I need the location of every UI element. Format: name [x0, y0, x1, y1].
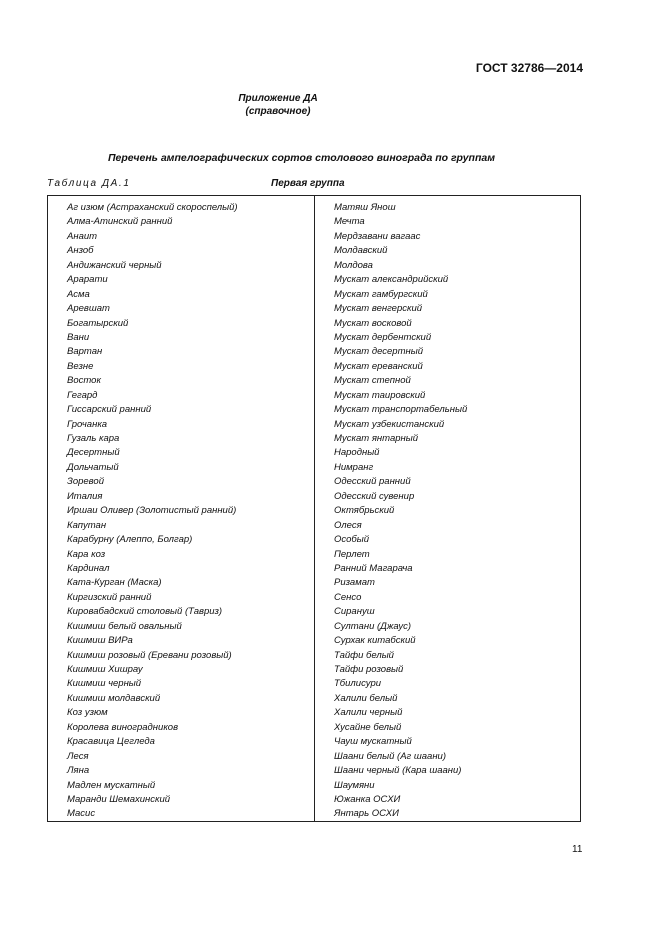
- variety-item: Шаани черный (Кара шаани): [334, 765, 462, 777]
- variety-item: Кишмиш Хишрау: [67, 664, 143, 675]
- variety-item: Алма-Атинский ранний: [67, 216, 173, 228]
- variety-item: Мускат транспортабельный: [334, 404, 468, 416]
- variety-item: Италия: [67, 490, 103, 502]
- variety-item: Южанка ОСХИ: [334, 793, 401, 805]
- variety-item: Мускат александрийский: [334, 274, 449, 286]
- variety-item: Мускат венгерский: [334, 303, 423, 315]
- variety-item: Ранний Магарача: [334, 562, 413, 574]
- variety-item: Арарати: [67, 274, 108, 286]
- table-caption: Таблица ДА.1: [47, 178, 131, 189]
- variety-item: Тайфи розовый: [334, 664, 404, 675]
- variety-item: Кара коз: [67, 548, 106, 560]
- variety-item: Олеся: [334, 519, 362, 531]
- variety-item: Кировабадский столовый (Тавриз): [67, 606, 223, 618]
- variety-item: Леся: [67, 750, 89, 762]
- variety-item: Чауш мускатный: [334, 736, 412, 748]
- variety-item: Кардинал: [67, 562, 110, 574]
- variety-item: Дольчатый: [67, 461, 119, 473]
- variety-item: Мускат узбекистанский: [334, 418, 445, 430]
- page-number: 11: [572, 844, 583, 855]
- variety-item: Анзоб: [67, 245, 94, 257]
- variety-item: Кишмиш черный: [67, 678, 142, 690]
- variety-item: Мускат гамбургский: [334, 288, 428, 300]
- variety-item: Одесский ранний: [334, 476, 411, 488]
- variety-item: Халили белый: [334, 692, 398, 704]
- variety-item: Нимранг: [334, 461, 374, 473]
- appendix-subtitle: (справочное): [245, 106, 311, 117]
- varieties-table: [47, 195, 581, 822]
- variety-item: Перлет: [334, 548, 370, 560]
- variety-item: Молдова: [334, 259, 373, 271]
- variety-item: Коз узюм: [67, 707, 108, 719]
- variety-item: Сенсо: [334, 591, 362, 603]
- group-title: Первая группа: [271, 178, 345, 189]
- variety-item: Ката-Курган (Маска): [67, 577, 162, 589]
- variety-item: Ляна: [67, 765, 90, 777]
- variety-item: Октябрьский: [334, 505, 395, 517]
- variety-item: Вани: [67, 331, 90, 343]
- column-divider: [314, 196, 315, 821]
- variety-item: Тайфи белый: [334, 649, 394, 661]
- document-code: ГОСТ 32786—2014: [475, 61, 583, 75]
- variety-item: Кишмиш белый овальный: [67, 620, 182, 632]
- variety-item: Янтарь ОСХИ: [334, 808, 399, 820]
- variety-item: Карабурну (Алеппо, Болгар): [67, 534, 193, 546]
- variety-item: Королева виноградников: [67, 721, 179, 733]
- variety-item: Мердзавани вагаас: [334, 230, 421, 242]
- variety-item: Иршаи Оливер (Золотистый ранний): [67, 505, 237, 517]
- variety-item: Кишмиш ВИРа: [67, 635, 133, 647]
- appendix-title: Приложение ДА: [238, 93, 318, 104]
- appendix-heading: [0, 92, 661, 118]
- variety-item: Сирануш: [334, 606, 375, 618]
- variety-item: Мускат дербентский: [334, 331, 432, 343]
- variety-item: Мускат восковой: [334, 317, 412, 329]
- variety-item: Капутан: [67, 519, 107, 531]
- variety-item: Мечта: [334, 216, 365, 228]
- variety-item: Кишмиш розовый (Еревани розовый): [67, 649, 232, 661]
- variety-item: Гузаль кара: [67, 433, 120, 444]
- variety-item: Красавица Цегледа: [67, 736, 155, 748]
- right-column: [334, 201, 467, 822]
- variety-item: Особый: [334, 534, 370, 546]
- variety-item: Султани (Джаус): [334, 620, 412, 632]
- variety-item: Ризамат: [334, 577, 375, 589]
- variety-item: Мускат ереванский: [334, 360, 423, 372]
- variety-item: Анаит: [67, 230, 98, 242]
- variety-item: Кишмиш молдавский: [67, 692, 161, 704]
- variety-item: Молдавский: [334, 245, 388, 257]
- variety-item: Гегард: [67, 389, 98, 401]
- variety-item: Матяш Янош: [334, 202, 396, 213]
- list-title: Перечень ампелографических сортов столового винограда по группам: [108, 152, 495, 164]
- variety-item: Масис: [67, 808, 96, 820]
- variety-item: Андижанский черный: [67, 259, 162, 271]
- variety-item: Везне: [67, 360, 94, 372]
- left-column: [67, 201, 238, 822]
- variety-item: Мускат десертный: [334, 346, 424, 358]
- variety-item: Шаани белый (Аг шаани): [334, 750, 446, 762]
- variety-item: Гиссарский ранний: [67, 404, 152, 416]
- variety-item: Хусайне белый: [334, 721, 402, 733]
- variety-item: Мускат янтарный: [334, 433, 419, 444]
- variety-item: Десертный: [67, 447, 120, 459]
- variety-item: Грочанка: [67, 418, 108, 430]
- variety-item: Вартан: [67, 346, 103, 358]
- variety-item: Сурхак китабский: [334, 635, 416, 647]
- variety-item: Аг изюм (Астраханский скороспелый): [67, 202, 238, 213]
- variety-item: Мускат степной: [334, 375, 411, 387]
- variety-item: Богатырский: [67, 317, 129, 329]
- variety-item: Мускат таировский: [334, 389, 426, 401]
- variety-item: Зоревой: [67, 476, 104, 488]
- variety-item: Асма: [67, 288, 90, 300]
- variety-item: Мадлен мускатный: [67, 779, 156, 791]
- variety-item: Аревшат: [67, 303, 110, 315]
- variety-item: Маранди Шемахинский: [67, 793, 171, 805]
- variety-item: Одесский сувенир: [334, 490, 415, 502]
- variety-item: Киргизский ранний: [67, 591, 152, 603]
- variety-item: Шаумяни: [334, 779, 375, 791]
- variety-item: Восток: [67, 375, 101, 387]
- variety-item: Халили черный: [334, 707, 403, 719]
- variety-item: Народный: [334, 447, 380, 459]
- variety-item: Тбилисури: [334, 678, 382, 690]
